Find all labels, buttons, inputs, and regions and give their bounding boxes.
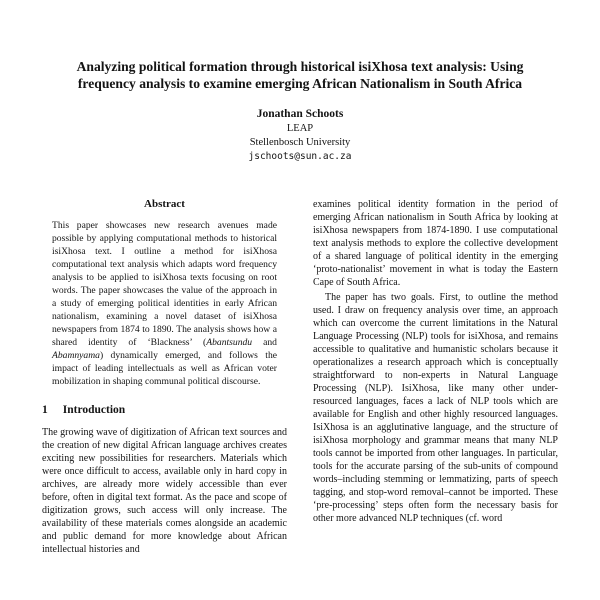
affiliation-line-1: LEAP — [286, 123, 314, 134]
section-heading-introduction — [42, 403, 287, 417]
author-block — [42, 107, 558, 164]
abstract-segment: and — [252, 337, 277, 348]
abstract-section — [42, 198, 287, 388]
right-column-paragraph-2: The paper has two goals. First, to outline the method used. I draw on frequency analysis over time, an approach which can overcome the current limitations in the Natural Language Processing (NLP) tools for isiXhosa, and remains accessible to qualitative and humanistic scholars because it operationalizes a research approach which is conceptually straightforward to non-experts in Natural Language Processing (NLP). IsiXhosa, like many other under-resourced languages, faces a lack of NLP tools which are available for English and other highly resourced languages. IsiXhosa is an agglutinative language, and the structure of isiXhosa morphology and grammar means that many NLP tools cannot be imported from other languages. In particular, tools for the accurate parsing of the sub-units of compound words–including stemming or lemmatizing, parts of speech tagging, and stop-word removal–cannot be imported. These ‘pre-processing’ steps often form the necessary basis for other more advanced NLP techniques (cf. word — [313, 292, 558, 524]
section-title: Introduction — [62, 404, 126, 416]
abstract-segment: ) dynamically emerged, and follows the impact of leading intellectuals as well as African voter mobilization in shaping communal political discourse. — [52, 350, 277, 387]
two-column-body — [42, 198, 558, 556]
section-number: 1 — [42, 404, 48, 416]
introduction-paragraph: The growing wave of digitization of African text sources and the creation of new digital African language archives creates exciting new possibilities for researchers. Materials which were once difficult to access, available only in hard copy in archives, are already more widely accessible than ever before, often in digital text format. As the pace and scope of digitization grows, such access will only increase. The availability of these materials comes alongside an academic and public demand for more knowledge about African intellectual histories and — [42, 427, 287, 555]
paper-title: Analyzing political formation through historical isiXhosa text analysis: Using frequency analysis to examine emerging African Nationalism in South Africa — [76, 59, 524, 91]
abstract-text — [42, 219, 287, 388]
abstract-italic-term: Abamnyama — [52, 350, 100, 361]
abstract-segment: This paper showcases new research avenues made possible by applying computational methods to historical isiXhosa text. I outline a method for isiXhosa computational text analysis which adapts word frequency analysis to be applied to isiXhosa texts focusing on root words. The paper showcases the value of the approach in a study of emerging political identities in early African nationalism, examining a novel dataset of isiXhosa newspapers from 1874 to 1890. The analysis shows how a shared identity of ‘Blackness’ ( — [52, 220, 277, 348]
right-column-paragraph-1: examines political identity formation in the period of emerging African nationalism in South Africa by looking at isiXhosa newspapers from 1874-1890. I use computational text analysis methods to explore the collective development of a shared language of political identity in the emerging ‘proto-nationalist’ movement in what is today the Eastern Cape of South Africa. — [313, 199, 558, 288]
right-column — [313, 198, 558, 525]
affiliation-line-2: Stellenbosch University — [249, 136, 351, 148]
abstract-italic-term: Abantsundu — [206, 337, 253, 348]
author-email: jschoots@sun.ac.za — [248, 151, 352, 162]
author-name: Jonathan Schoots — [256, 108, 344, 120]
abstract-heading: Abstract — [144, 198, 185, 210]
left-column — [42, 198, 287, 556]
